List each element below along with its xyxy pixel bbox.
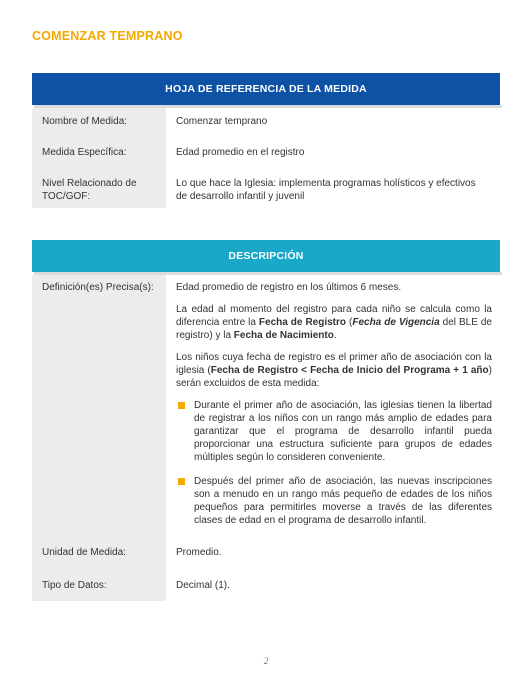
bold-term: Fecha de Nacimiento: [233, 330, 334, 341]
row-value-line: de desarrollo infantil y juvenil: [176, 191, 305, 202]
reference-row-measure-name: [32, 108, 500, 140]
reference-header: HOJA DE REFERENCIA DE LA MEDIDA: [32, 73, 500, 105]
row-label: Tipo de Datos:: [32, 569, 166, 601]
description-header: DESCRIPCIÓN: [32, 240, 500, 272]
text-run: .: [333, 330, 337, 341]
text-run: La edad al momento del registro para cada niño se calcula como la diferencia entre la: [176, 304, 492, 328]
bold-term: Fecha de Registro: [258, 317, 347, 328]
definition-paragraph: Edad promedio de registro en los últimos 6 meses.: [176, 282, 402, 293]
list-item-text: Durante el primer año de asociación, las iglesias tienen la libertad de registrar a los niños con un rango más amplio de edades para garantizar que el programa de desarrollo infantil pueda proporcionar una estructura suficiente para grupos de edades múltiples según lo consideren conveniente.: [194, 400, 492, 463]
description-row-unit: [32, 537, 500, 569]
bold-term: Fecha de Registro < Fecha de Inicio del Programa + 1 año: [210, 365, 489, 376]
definition-paragraph: [176, 351, 492, 390]
description-row-definition: [32, 275, 500, 537]
square-bullet-icon: [178, 478, 185, 485]
row-label: Nombre of Medida:: [32, 108, 166, 140]
row-label-line: TOC/GOF:: [42, 191, 91, 202]
row-value: Comenzar temprano: [176, 116, 268, 127]
square-bullet-icon: [178, 402, 185, 409]
list-item: [176, 399, 492, 464]
row-value: Decimal (1).: [176, 580, 230, 591]
row-label-line: Nivel Relacionado de: [42, 178, 137, 189]
text-run: del BLE de registro) y la: [176, 317, 492, 341]
row-value: Edad promedio en el registro: [176, 147, 305, 158]
list-item: [176, 475, 492, 527]
page-title: COMENZAR TEMPRANO: [32, 29, 183, 43]
definition-paragraph: [176, 303, 492, 342]
definition-body: [176, 281, 492, 538]
italic-term: Fecha de Vigencia: [352, 317, 440, 328]
text-run: Los niños cuya fecha de registro es el primer año de asociación con la iglesia (: [176, 352, 492, 376]
row-label: Medida Específica:: [32, 140, 166, 172]
text-run: (: [346, 317, 353, 328]
row-label: Definición(es) Precisa(s):: [32, 275, 166, 537]
row-value-line: Lo que hace la Iglesia: implementa programas holísticos y efectivos: [176, 178, 476, 189]
list-item-text: Después del primer año de asociación, las nuevas inscripciones son a menudo en un rango más pequeño de edades de los niños pequeños para permitirles moverse a través de las diferentes clases de edad en el programa de desarrollo infantil.: [194, 476, 492, 526]
row-value: [176, 177, 492, 203]
description-row-data-type: [32, 569, 500, 601]
row-label: Unidad de Medida:: [32, 537, 166, 569]
reference-row-specific-measure: [32, 140, 500, 172]
row-value: Promedio.: [176, 547, 222, 558]
text-run: ) serán excluidos de esta medida:: [176, 365, 492, 389]
reference-row-toc-level: [32, 172, 500, 208]
page-number: 2: [263, 656, 269, 666]
row-label: [32, 172, 166, 208]
